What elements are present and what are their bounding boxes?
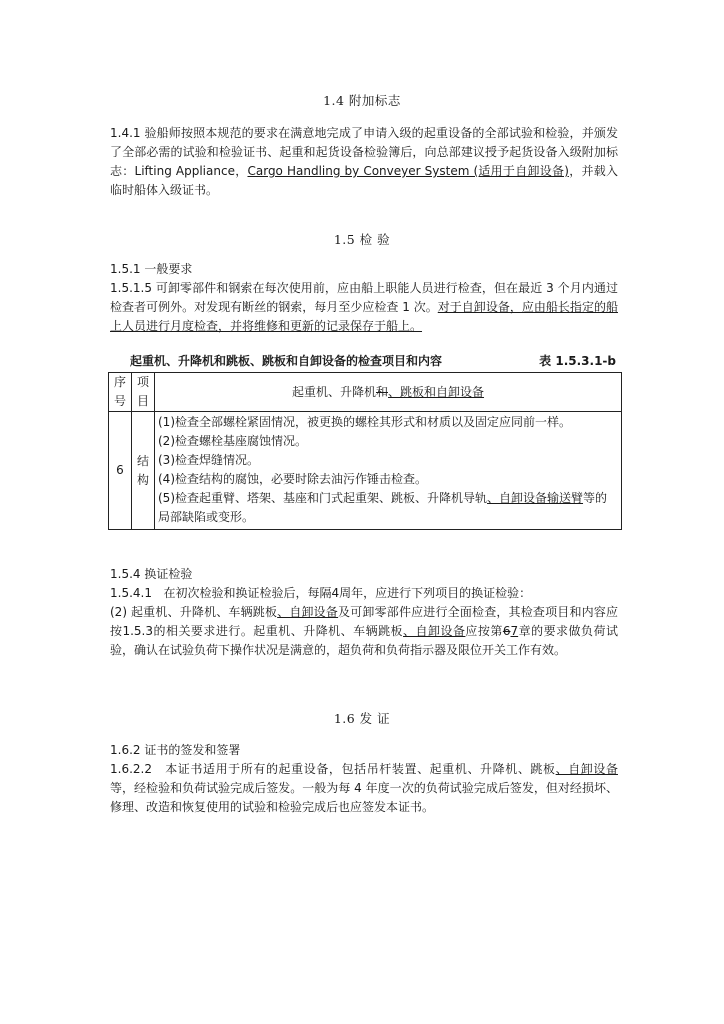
clause-text: 在初次检验和换证检验后，每隔4周年，应进行下列项目的换证检验： <box>163 586 532 600</box>
paragraph-1-5-1-5 <box>110 279 618 336</box>
subsection-1-5-4: 1.5.4 换证检验 <box>110 567 193 581</box>
table-header-row <box>109 373 622 412</box>
check-item-2: (2)检查螺栓基座腐蚀情况。 <box>158 434 307 448</box>
paragraph-1-5-4-1 <box>110 584 618 603</box>
section-1-4-title: 1.4 附加标志 <box>323 93 401 108</box>
check-item-4: (4)检查结构的腐蚀，必要时除去油污作锤击检查。 <box>158 472 427 486</box>
section-1-5-title: 1.5 检 验 <box>333 232 391 247</box>
amended-text: 对于自卸设备，应由船长指定的船上人员进行月度检查，并将维修和更新的记录保存于船上。 <box>110 300 618 333</box>
header-equipment: 起重机、升降机和、跳板和自卸设备 <box>155 373 622 412</box>
check-item-5: (5)检查起重臂、塔架、基座和门式起重架、跳板、升降机导轨、自卸设备输送臂等的局部缺陷或变形。 <box>158 491 608 524</box>
subsection-1-5-1: 1.5.1 一般要求 <box>110 262 193 276</box>
clause-number: 1.6.2.2 <box>110 762 152 776</box>
table-title: 起重机、升降机和跳板、跳板和自卸设备的检查项目和内容 <box>130 354 443 368</box>
header-serial-no: 序号 <box>109 373 132 412</box>
row-item: 结构 <box>132 412 155 530</box>
inspection-table <box>108 372 622 530</box>
amended-text: Cargo Handling by Conveyer System (适用于自卸设备) <box>247 164 569 178</box>
check-item-3: (3)检查焊缝情况。 <box>158 453 259 467</box>
clause-text: 验船师按照本规范的要求在满意地完成了申请入级的起重设备的全部试验和检验，并颁发了全部必需的试验和检验证书、起重和起货设备检验簿后，向总部建议授予起货设备入级附加标志：Lifting Appliance， <box>110 126 618 178</box>
clause-text-end: ，并载入临时船体入级证书。 <box>110 164 618 197</box>
table-row <box>109 412 622 530</box>
header-item: 项目 <box>132 373 155 412</box>
clause-number: 1.4.1 <box>110 126 141 140</box>
check-item-1: (1)检查全部螺栓紧固情况，被更换的螺栓其形式和材质以及固定应同前一样。 <box>158 415 572 429</box>
row-contents <box>155 412 622 530</box>
clause-number: 1.5.4.1 <box>110 586 152 600</box>
paragraph-1-4-1 <box>110 124 618 200</box>
table-number: 表 1.5.3.1-b <box>539 354 616 368</box>
clause-text: 可卸零部件和钢索在每次使用前，应由船上职能人员进行检查，但在最近 3 个月内通过检查者可例外。对发现有断丝的钢索，每月至少应检查 1 次。 <box>110 281 618 314</box>
section-1-6-title: 1.6 发 证 <box>333 711 391 726</box>
row-serial-no: 6 <box>109 412 132 530</box>
subsection-1-6-2: 1.6.2 证书的签发和签署 <box>110 743 241 757</box>
table-caption <box>110 352 618 370</box>
clause-number: 1.5.1.5 <box>110 281 152 295</box>
paragraph-1-6-2-2: 1.6.2.2 本证书适用于所有的起重设备，包括吊杆装置、起重机、升降机、跳板、自卸设备等，经检验和负荷试验完成后签发。一般为每 4 年度一次的负荷试验完成后签发，但对经损坏、修理、改造和恢复使用的试验和检验完成后也应签发本证书。 <box>110 762 618 814</box>
paragraph-1-5-4-1-item-2: (2) 起重机、升降机、车辆跳板、自卸设备及可卸零部件应进行全面检查，其检查项目和内容应按1.5.3的相关要求进行。起重机、升降机、车辆跳板、自卸设备应按第67章的要求做负荷试验，确认在试验负荷下操作状况是满意的，超负荷和负荷指示器及限位开关工作有效。 <box>110 605 618 657</box>
